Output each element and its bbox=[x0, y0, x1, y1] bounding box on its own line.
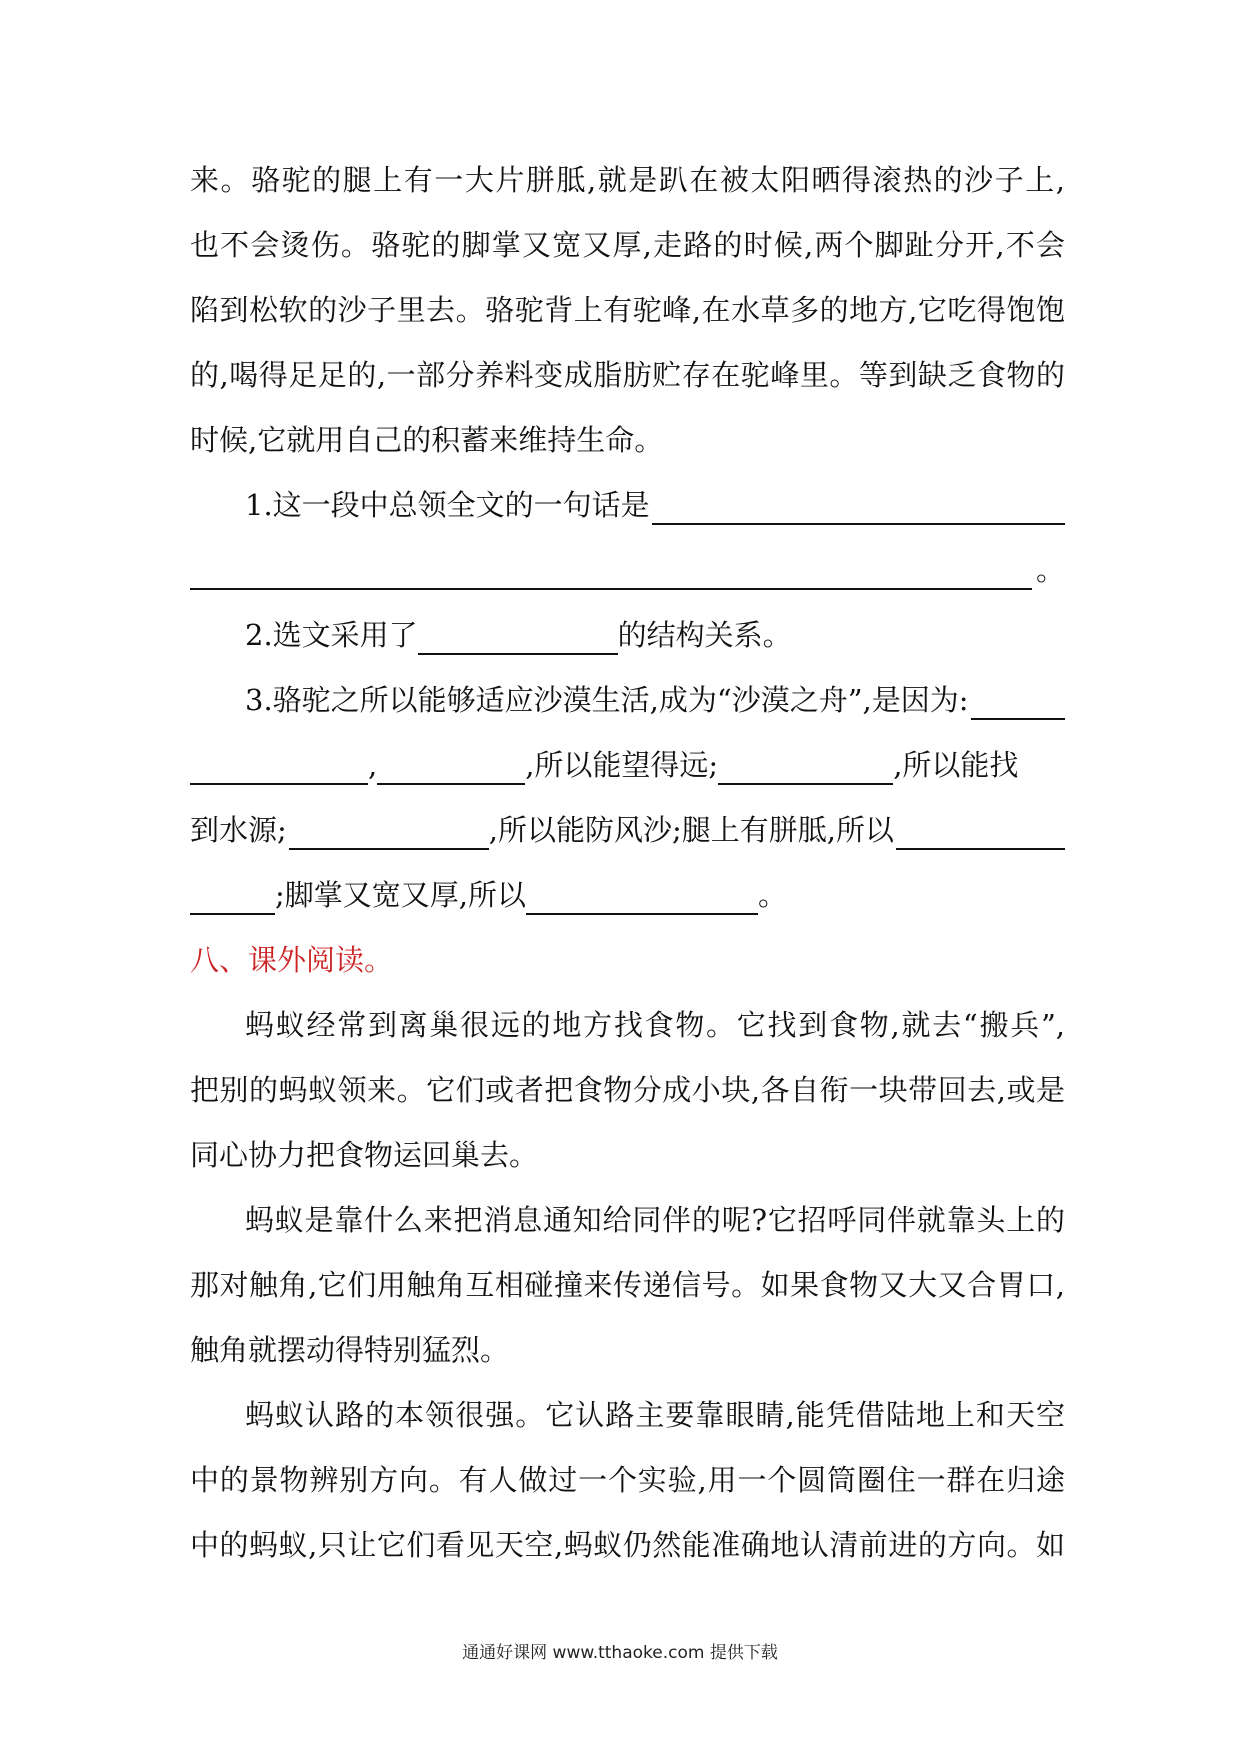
question-1-cont bbox=[190, 550, 1065, 590]
passage1-line-5: 时候,它就用自己的积蓄来维持生命。 bbox=[190, 423, 664, 457]
question-1-end: 。 bbox=[1035, 553, 1065, 587]
answer-blank-1a[interactable] bbox=[652, 489, 1065, 525]
question-3-part-3: 到水源; bbox=[190, 813, 287, 847]
section-heading: 八、课外阅读。 bbox=[190, 943, 394, 977]
answer-blank-3a[interactable] bbox=[971, 684, 1065, 720]
passage2-line-8: 中的景物辨别方向。有人做过一个实验,用一个圆筒圈住一群在归途 bbox=[190, 1463, 1065, 1497]
question-1-text: 1.这一段中总领全文的一句话是 bbox=[245, 488, 650, 522]
question-3-part-1: ,所以能望得远; bbox=[525, 748, 719, 782]
passage2-line-3: 同心协力把食物运回巢去。 bbox=[190, 1138, 539, 1172]
passage2-line-5: 那对触角,它们用触角互相碰撞来传递信号。如果食物又大又合胃口, bbox=[190, 1268, 1065, 1302]
passage2-line-4: 蚂蚁是靠什么来把消息通知给同伴的呢?它招呼同伴就靠头上的 bbox=[245, 1203, 1065, 1237]
question-3-part-4: ,所以能防风沙;腿上有胼胝,所以 bbox=[488, 813, 894, 847]
passage1-line-1: 来。骆驼的腿上有一大片胼胝,就是趴在被太阳晒得滚热的沙子上, bbox=[190, 163, 1065, 197]
answer-blank-3h[interactable] bbox=[526, 879, 758, 915]
question-2-before: 2.选文采用了 bbox=[245, 618, 418, 652]
passage2-line-6: 触角就摆动得特别猛烈。 bbox=[190, 1333, 510, 1367]
passage2-line-2: 把别的蚂蚁领来。它们或者把食物分成小块,各自衔一块带回去,或是 bbox=[190, 1073, 1065, 1107]
answer-blank-3c[interactable] bbox=[377, 749, 525, 785]
question-3-part-2: ,所以能找 bbox=[893, 748, 1019, 782]
question-3-text: 3.骆驼之所以能够适应沙漠生活,成为“沙漠之舟”,是因为: bbox=[245, 683, 969, 717]
question-1 bbox=[245, 485, 1065, 525]
question-3-part-5: ;脚掌又宽又厚,所以 bbox=[275, 878, 526, 912]
passage1-line-4: 的,喝得足足的,一部分养料变成脂肪贮存在驼峰里。等到缺乏食物的 bbox=[190, 358, 1065, 392]
passage2-line-9: 中的蚂蚁,只让它们看见天空,蚂蚁仍然能准确地认清前进的方向。如 bbox=[190, 1528, 1065, 1562]
answer-blank-3g[interactable] bbox=[190, 879, 275, 915]
answer-blank-3d[interactable] bbox=[718, 749, 893, 785]
question-3-line-4 bbox=[190, 875, 1065, 915]
answer-blank-2[interactable] bbox=[418, 619, 618, 655]
question-3-line-3 bbox=[190, 810, 1065, 850]
question-3-sep: , bbox=[368, 748, 378, 782]
passage1-line-3: 陷到松软的沙子里去。骆驼背上有驼峰,在水草多的地方,它吃得饱饱 bbox=[190, 293, 1065, 327]
question-2-after: 的结构关系。 bbox=[617, 618, 792, 652]
answer-blank-1b[interactable] bbox=[190, 554, 1032, 590]
question-3-end: 。 bbox=[758, 878, 788, 912]
passage2-line-7: 蚂蚁认路的本领很强。它认路主要靠眼睛,能凭借陆地上和天空 bbox=[245, 1398, 1065, 1432]
question-3 bbox=[245, 680, 1065, 720]
passage1-line-2: 也不会烫伤。骆驼的脚掌又宽又厚,走路的时候,两个脚趾分开,不会 bbox=[190, 228, 1065, 262]
answer-blank-3b[interactable] bbox=[190, 749, 368, 785]
passage2-line-1: 蚂蚁经常到离巢很远的地方找食物。它找到食物,就去“搬兵”, bbox=[245, 1008, 1065, 1042]
answer-blank-3e[interactable] bbox=[289, 814, 489, 850]
footer-watermark: 通通好课网 www.tthaoke.com 提供下载 bbox=[462, 1643, 778, 1663]
question-3-line-2 bbox=[190, 745, 1065, 785]
answer-blank-3f[interactable] bbox=[896, 814, 1065, 850]
question-2 bbox=[245, 615, 1065, 655]
